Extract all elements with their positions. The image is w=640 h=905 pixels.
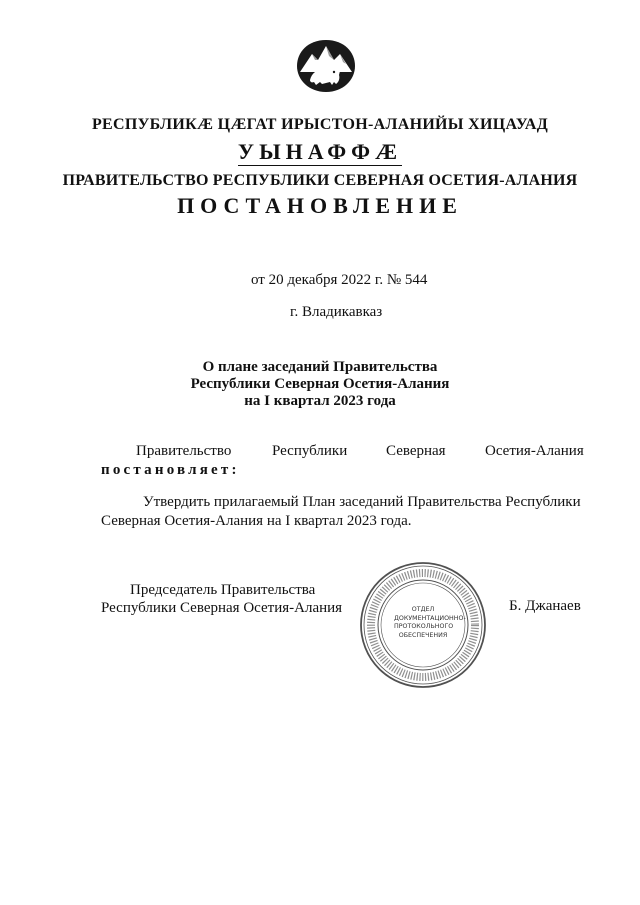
body-text-line-2: Северная Осетия-Алания на I квартал 2023 года. xyxy=(101,513,412,529)
document-city: г. Владикавказ xyxy=(290,304,383,320)
document-title-line-3: на I квартал 2023 года xyxy=(244,393,396,409)
intro-word-1: Правительство xyxy=(136,443,232,459)
republic-name-russian: ПРАВИТЕЛЬСТВО РЕСПУБЛИКИ СЕВЕРНАЯ ОСЕТИЯ-АЛАНИЯ xyxy=(62,172,578,189)
intro-word-4: Осетия-Алания xyxy=(485,443,584,459)
stamp-center-line: ПРОТОКОЛЬНОГО xyxy=(394,623,454,630)
document-title-line-2: Республики Северная Осетия-Алания xyxy=(190,376,450,392)
coat-of-arms-emblem xyxy=(294,38,358,94)
republic-name-ossetian: РЕСПУБЛИКӔ ЦӔГАТ ИРЫСТОН-АЛАНИЙЫ ХИЦАУАД xyxy=(91,116,549,133)
document-date-number: от 20 декабря 2022 г. № 544 xyxy=(251,272,428,288)
intro-word-2: Республики xyxy=(272,443,348,459)
signatory-position-line-1: Председатель Правительства xyxy=(130,582,316,598)
signatory-name: Б. Джанаев xyxy=(509,598,581,614)
stamp-center-line: ДОКУМЕНТАЦИОННО- xyxy=(394,614,466,622)
document-title-line-1: О плане заседаний Правительства xyxy=(202,359,438,375)
intro-word-3: Северная xyxy=(386,443,446,459)
document-type-ossetian-text: УЫНАФФӔ xyxy=(237,139,403,164)
stamp-center-line: ОБЕСПЕЧЕНИЯ xyxy=(398,631,448,639)
stamp-center-text xyxy=(394,606,466,640)
body-text-line-1: Утвердить прилагаемый План заседаний Правительства Республики xyxy=(143,494,581,510)
stamp-center-line: ОТДЕЛ xyxy=(411,606,435,613)
document-type-russian: ПОСТАНОВЛЕНИЕ xyxy=(177,193,463,218)
signatory-position-line-2: Республики Северная Осетия-Алания xyxy=(101,600,343,616)
document-type-ossetian xyxy=(0,139,640,165)
decree-word: постановляет: xyxy=(101,462,240,478)
